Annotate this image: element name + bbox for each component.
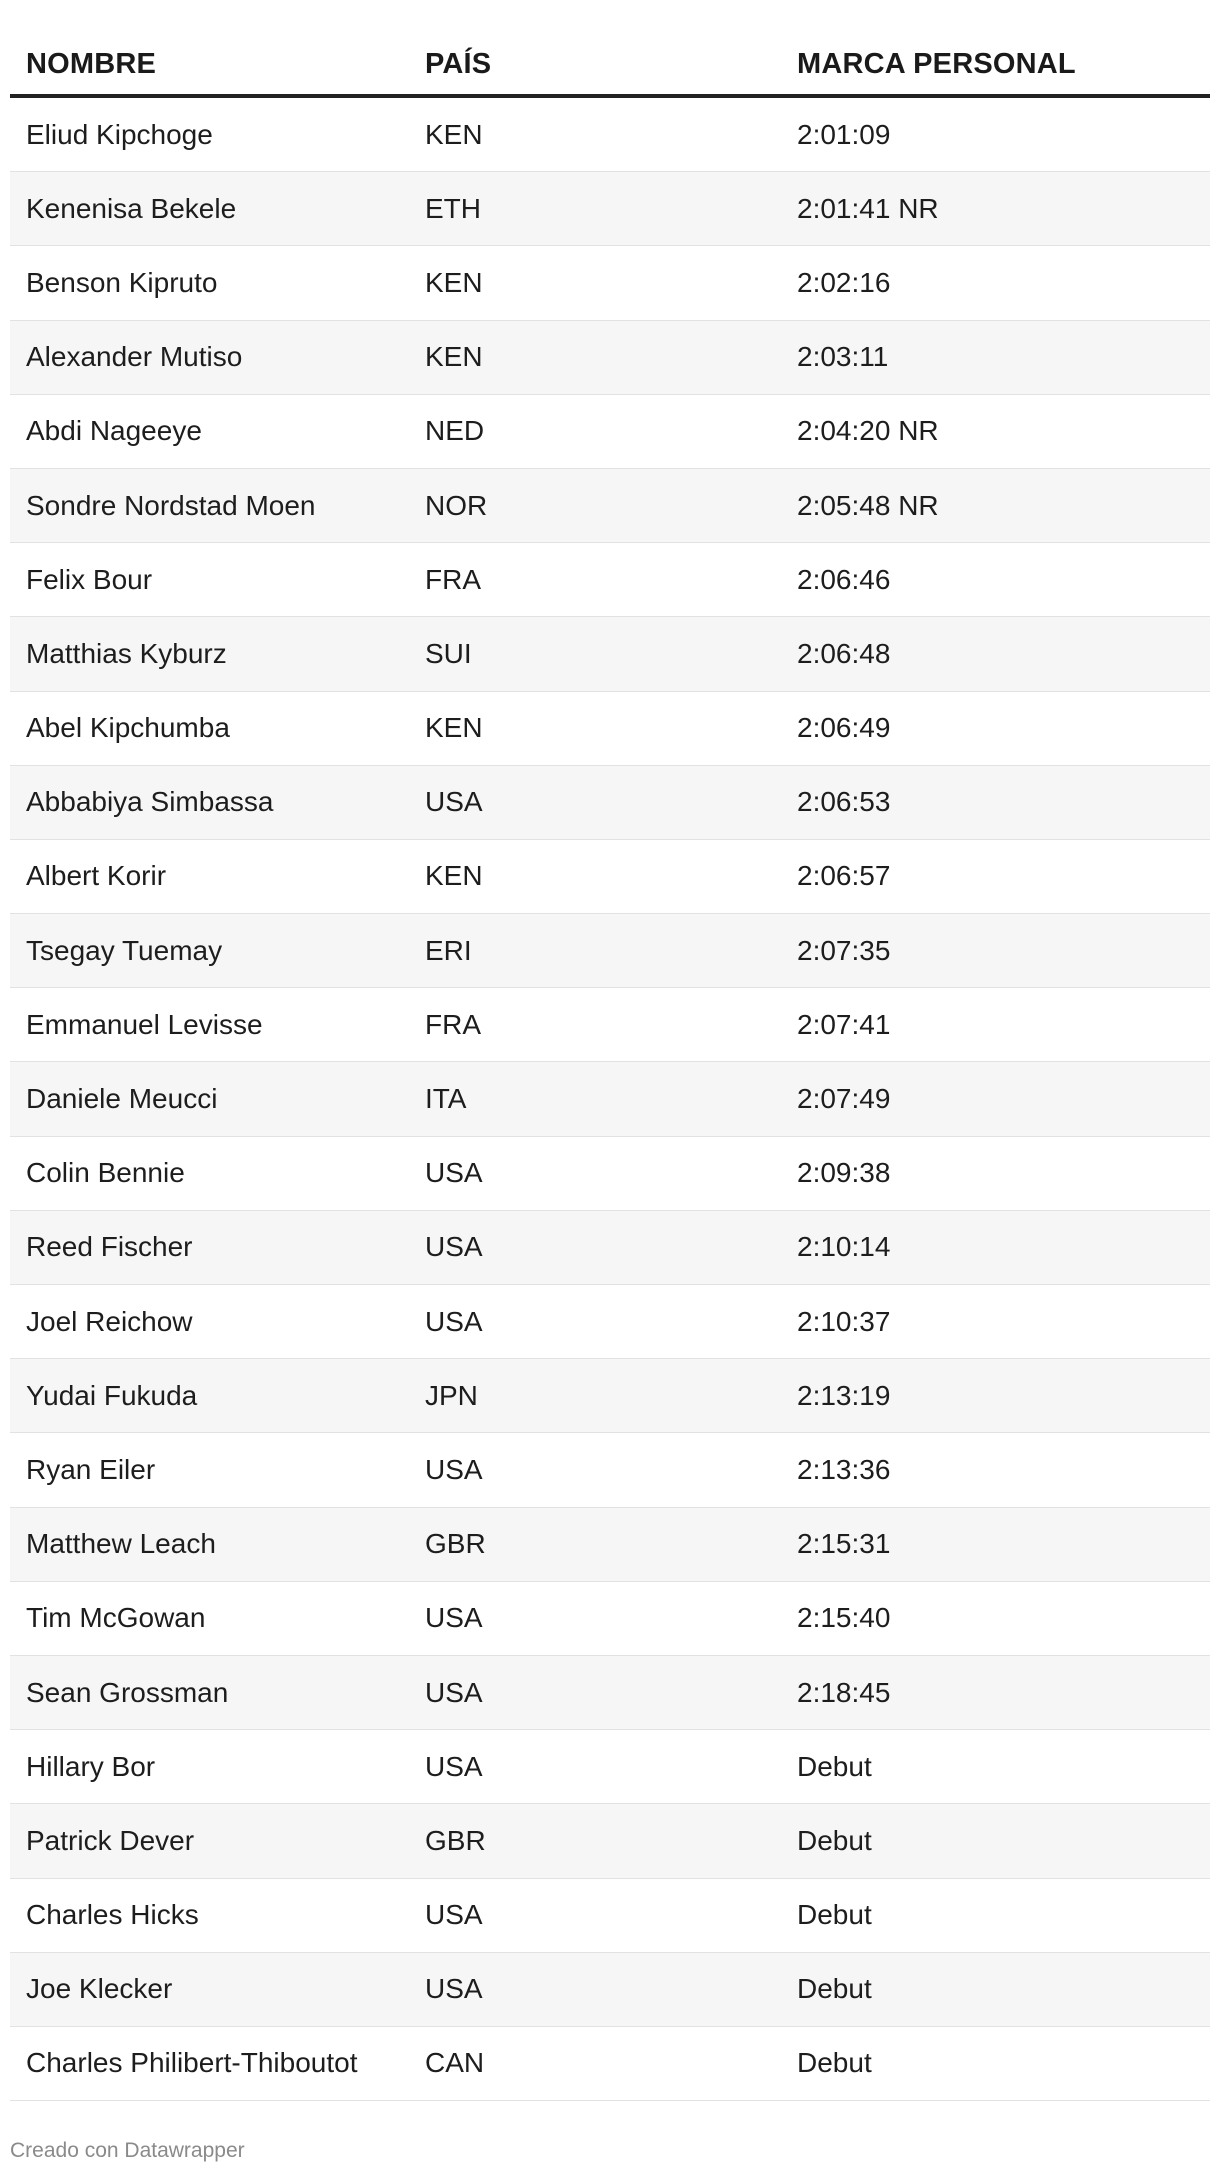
table-row: [10, 1582, 1210, 1656]
table-cell-country: FRA: [425, 1008, 481, 1040]
table-cell-name: Matthew Leach: [26, 1528, 216, 1560]
table-cell-name: Charles Philibert-Thiboutot: [26, 2047, 358, 2079]
table-row: [10, 1359, 1210, 1433]
table-row: [10, 1285, 1210, 1359]
table-cell-personal-best: 2:06:48: [797, 637, 891, 669]
table-row: [10, 1508, 1210, 1582]
table-cell-name: Benson Kipruto: [26, 266, 218, 298]
table-cell-country: JPN: [425, 1379, 478, 1411]
table-cell-country: NOR: [425, 489, 488, 521]
table-row: [10, 1062, 1210, 1136]
table-cell-country: KEN: [425, 266, 483, 298]
table-cell-country: ETH: [425, 192, 481, 224]
table-cell-personal-best: 2:06:49: [797, 712, 891, 744]
table-cell-country: KEN: [425, 712, 483, 744]
table-cell-name: Colin Bennie: [26, 1157, 185, 1189]
table-cell-personal-best: 2:10:37: [797, 1305, 891, 1337]
table-row: [10, 840, 1210, 914]
table-row: [10, 692, 1210, 766]
table-row: [10, 395, 1210, 469]
table-cell-country: USA: [425, 1157, 483, 1189]
table-cell-name: Abel Kipchumba: [26, 712, 230, 744]
table-cell-country: USA: [425, 1899, 483, 1931]
table-cell-personal-best: Debut: [797, 2047, 872, 2079]
table-cell-name: Kenenisa Bekele: [26, 192, 237, 224]
table-cell-country: GBR: [425, 1528, 486, 1560]
table-cell-country: GBR: [425, 1824, 486, 1856]
table-cell-personal-best: 2:09:38: [797, 1157, 891, 1189]
table-cell-name: Tsegay Tuemay: [26, 934, 223, 966]
table-row: [10, 766, 1210, 840]
table-cell-country: USA: [425, 1305, 483, 1337]
table-cell-personal-best: 2:18:45: [797, 1676, 891, 1708]
table-cell-personal-best: 2:05:48 NR: [797, 489, 939, 521]
table-cell-country: USA: [425, 1453, 483, 1485]
table-cell-name: Daniele Meucci: [26, 1083, 218, 1115]
table-row: [10, 1211, 1210, 1285]
data-table: [10, 28, 1210, 2101]
table-row: [10, 246, 1210, 320]
table-row: [10, 469, 1210, 543]
table-cell-country: FRA: [425, 563, 481, 595]
table-cell-personal-best: 2:13:36: [797, 1453, 891, 1485]
table-cell-name: Joe Klecker: [26, 1973, 173, 2005]
table-cell-personal-best: 2:07:35: [797, 934, 891, 966]
table-cell-country: NED: [425, 415, 485, 447]
table-row: [10, 1656, 1210, 1730]
table-cell-name: Alexander Mutiso: [26, 341, 243, 373]
table-cell-country: USA: [425, 1676, 483, 1708]
table-cell-personal-best: 2:01:41 NR: [797, 192, 939, 224]
table-cell-country: CAN: [425, 2047, 485, 2079]
table-cell-personal-best: 2:10:14: [797, 1231, 891, 1263]
table-cell-name: Joel Reichow: [26, 1305, 193, 1337]
table-cell-name: Matthias Kyburz: [26, 637, 227, 669]
table-cell-name: Charles Hicks: [26, 1899, 199, 1931]
table-row: [10, 321, 1210, 395]
table-cell-name: Emmanuel Levisse: [26, 1008, 263, 1040]
table-row: [10, 1433, 1210, 1507]
table-row: [10, 2027, 1210, 2101]
table-cell-name: Sondre Nordstad Moen: [26, 489, 316, 521]
column-header-personal-best[interactable]: MARCA PERSONAL: [797, 47, 1076, 80]
table-cell-personal-best: 2:03:11: [797, 341, 889, 373]
table-cell-name: Abbabiya Simbassa: [26, 786, 274, 818]
table-cell-personal-best: 2:01:09: [797, 118, 891, 150]
table-cell-personal-best: 2:06:53: [797, 786, 891, 818]
table-cell-personal-best: 2:02:16: [797, 266, 891, 298]
table-cell-country: USA: [425, 1602, 483, 1634]
table-cell-personal-best: 2:06:46: [797, 563, 891, 595]
table-cell-name: Patrick Dever: [26, 1824, 195, 1856]
table-row: [10, 1879, 1210, 1953]
table-row: [10, 543, 1210, 617]
table-header: [10, 28, 1210, 98]
datawrapper-credit[interactable]: Creado con Datawrapper: [10, 2139, 245, 2162]
table-cell-personal-best: Debut: [797, 1899, 872, 1931]
table-cell-name: Sean Grossman: [26, 1676, 229, 1708]
table-cell-country: USA: [425, 1973, 483, 2005]
table-cell-country: ITA: [425, 1083, 467, 1115]
table-cell-country: USA: [425, 786, 483, 818]
table-row: [10, 914, 1210, 988]
table-cell-personal-best: 2:07:41: [797, 1008, 891, 1040]
column-header-country[interactable]: PAÍS: [425, 47, 492, 80]
table-cell-name: Reed Fischer: [26, 1231, 193, 1263]
table-row: [10, 1953, 1210, 2027]
table-cell-personal-best: 2:07:49: [797, 1083, 891, 1115]
table-cell-country: ERI: [425, 934, 472, 966]
table-row: [10, 617, 1210, 691]
table-cell-country: USA: [425, 1231, 483, 1263]
table-cell-personal-best: 2:15:31: [797, 1528, 891, 1560]
column-header-name[interactable]: NOMBRE: [26, 47, 157, 80]
table-row: [10, 1730, 1210, 1804]
table-cell-name: Tim McGowan: [26, 1602, 206, 1634]
table-cell-name: Abdi Nageeye: [26, 415, 202, 447]
table-cell-name: Eliud Kipchoge: [26, 118, 213, 150]
table-cell-personal-best: Debut: [797, 1750, 872, 1782]
table-cell-country: KEN: [425, 118, 483, 150]
table-body: [10, 98, 1210, 2101]
table-row: [10, 1137, 1210, 1211]
table-cell-personal-best: 2:06:57: [797, 860, 891, 892]
table-cell-name: Ryan Eiler: [26, 1453, 156, 1485]
table-cell-name: Hillary Bor: [26, 1750, 156, 1782]
table-cell-personal-best: 2:13:19: [797, 1379, 891, 1411]
table-cell-name: Felix Bour: [26, 563, 153, 595]
table-cell-personal-best: 2:04:20 NR: [797, 415, 939, 447]
table-cell-personal-best: Debut: [797, 1824, 872, 1856]
table-cell-name: Albert Korir: [26, 860, 167, 892]
table-row: [10, 172, 1210, 246]
table-row: [10, 1804, 1210, 1878]
table-cell-country: KEN: [425, 860, 483, 892]
table-cell-country: SUI: [425, 637, 472, 669]
table-cell-name: Yudai Fukuda: [26, 1379, 198, 1411]
table-cell-personal-best: Debut: [797, 1973, 872, 2005]
table-row: [10, 988, 1210, 1062]
table-cell-personal-best: 2:15:40: [797, 1602, 891, 1634]
table-cell-country: USA: [425, 1750, 483, 1782]
table-row: [10, 98, 1210, 172]
table-cell-country: KEN: [425, 341, 483, 373]
